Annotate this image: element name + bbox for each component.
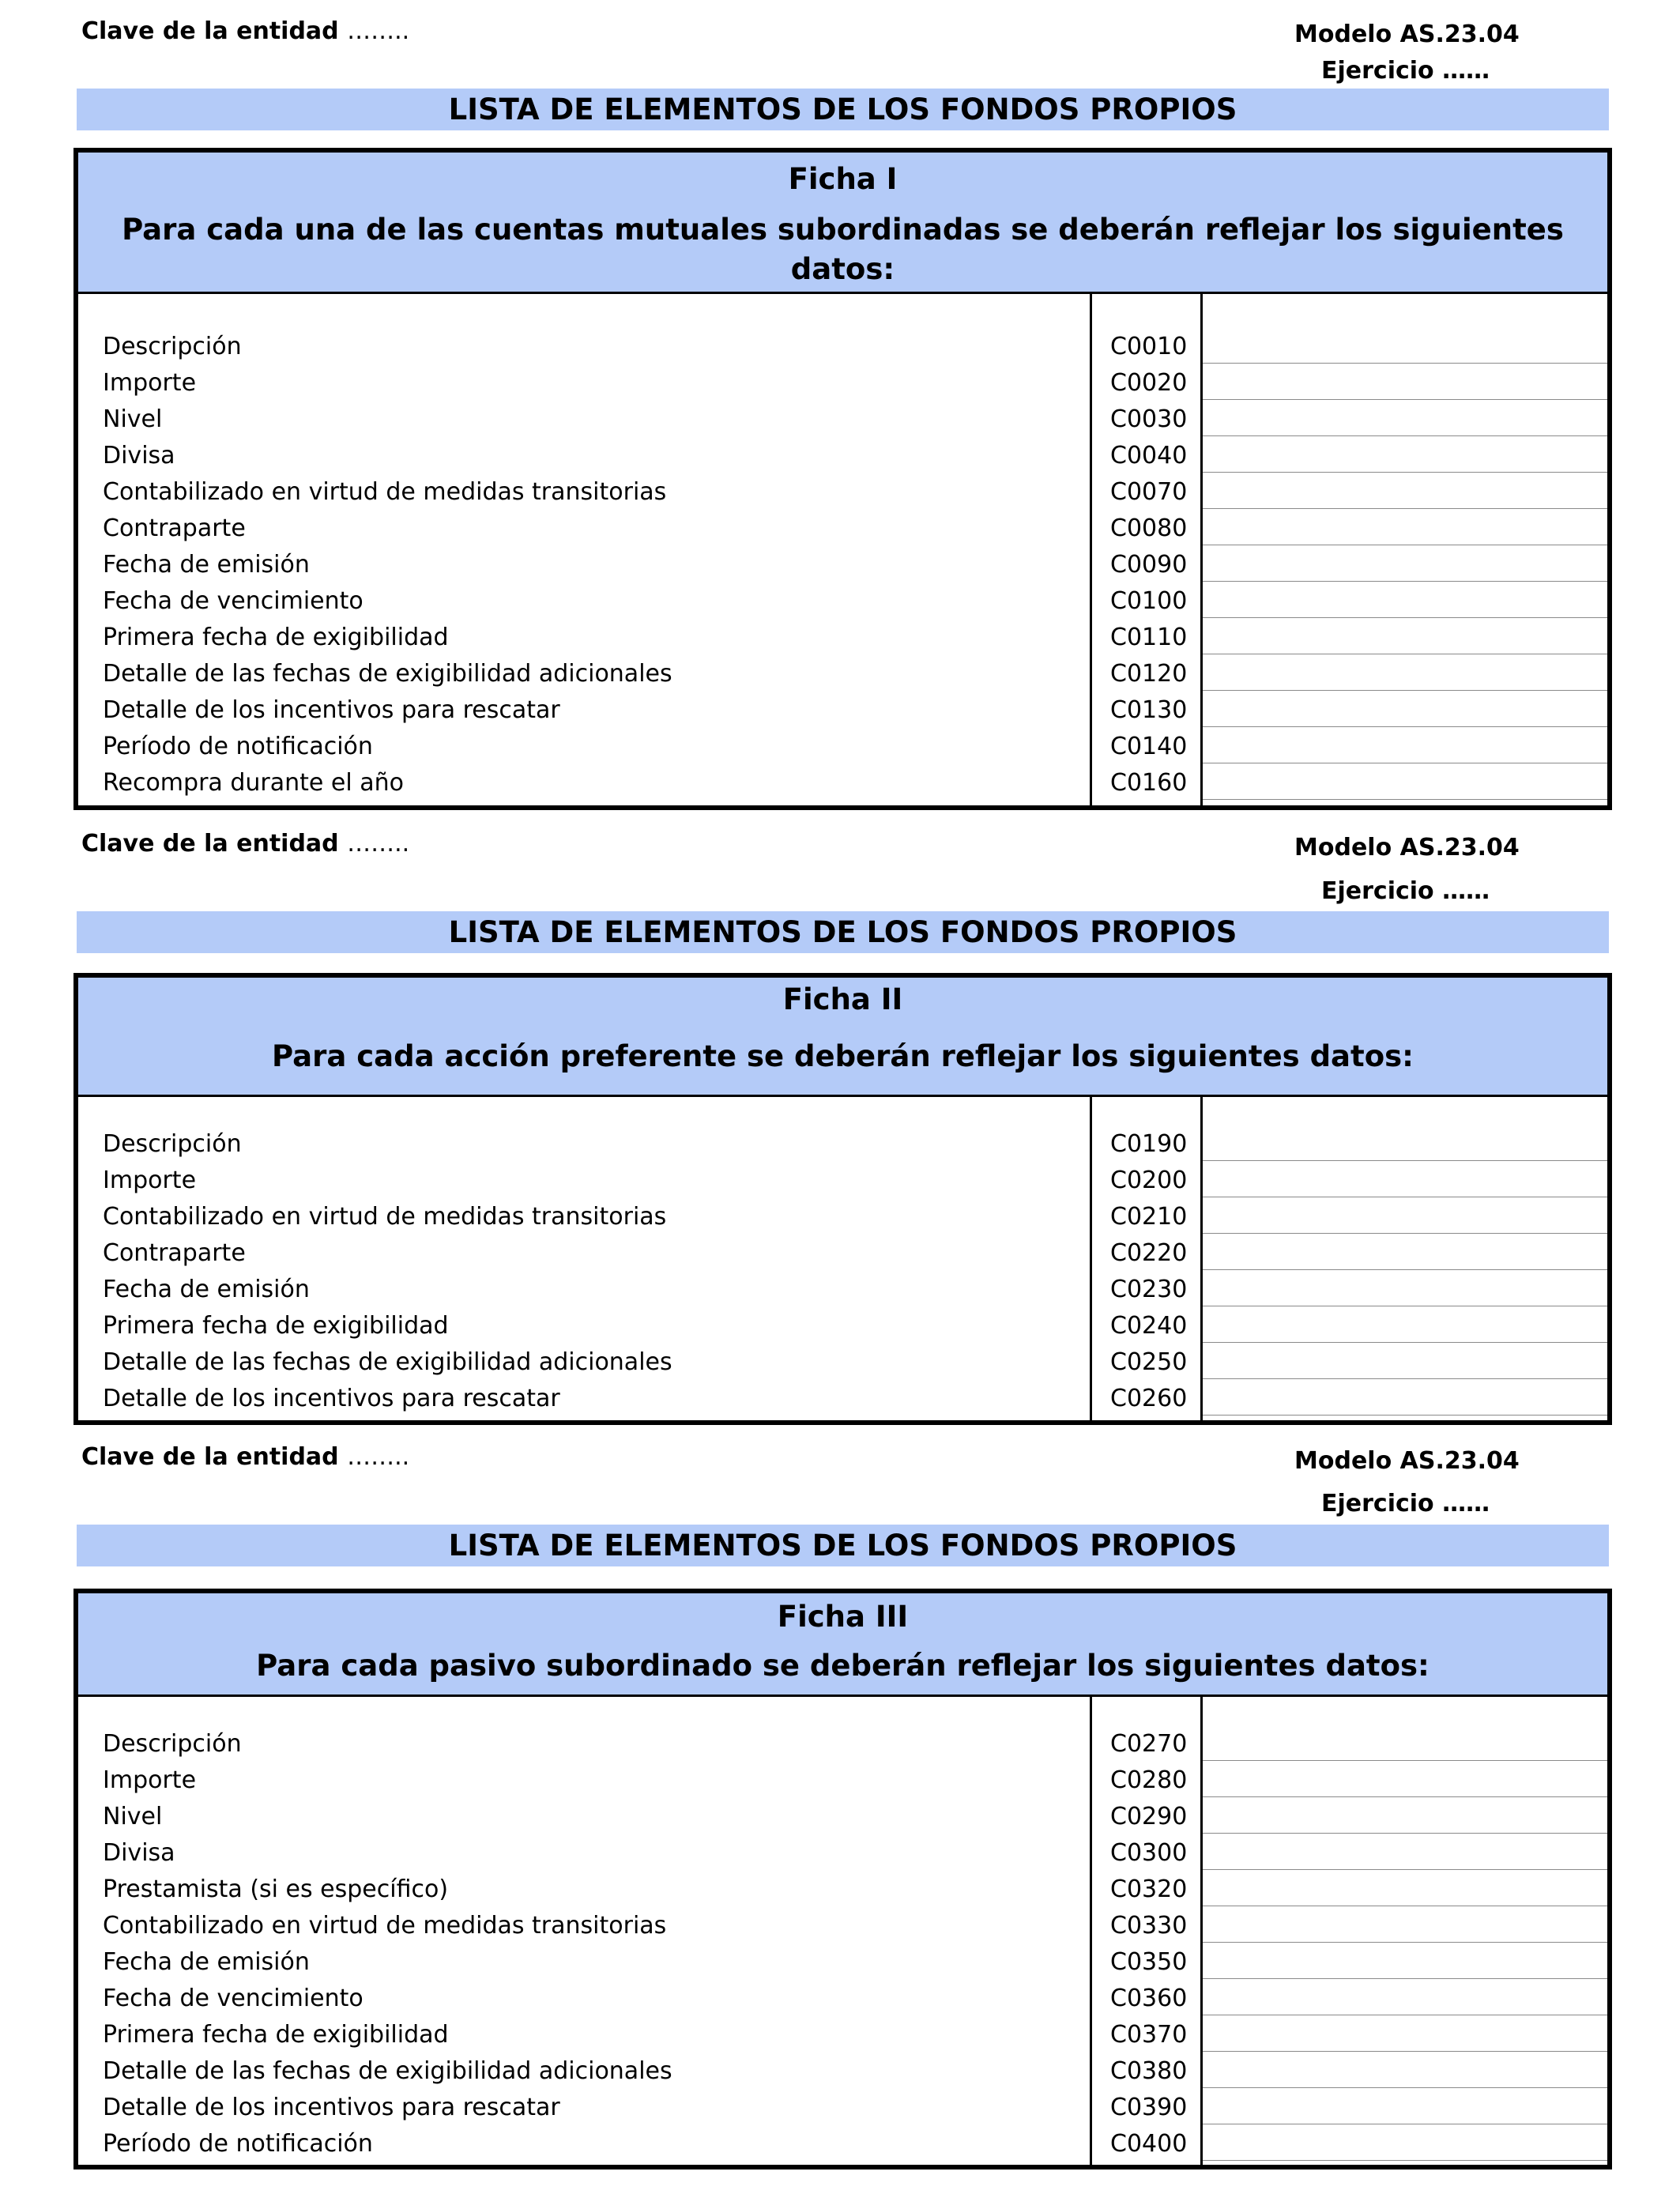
field-label: Descripción	[103, 1130, 242, 1158]
list-title-band: LISTA DE ELEMENTOS DE LOS FONDOS PROPIOS	[77, 89, 1609, 130]
field-code: C0200	[1110, 1167, 1188, 1194]
field-code: C0250	[1110, 1348, 1188, 1376]
value-cell[interactable]	[1203, 1725, 1607, 1761]
value-cell[interactable]	[1203, 582, 1607, 618]
table-row	[78, 1797, 1607, 1834]
ficha-header	[78, 153, 1607, 294]
table-row	[78, 1906, 1607, 1943]
field-code: C0020	[1110, 369, 1188, 397]
field-label: Detalle de las fechas de exigibilidad adicionales	[103, 660, 672, 688]
table-row	[78, 1834, 1607, 1870]
value-cell[interactable]	[1203, 1379, 1607, 1416]
field-code: C0270	[1110, 1730, 1188, 1758]
value-cell[interactable]	[1203, 327, 1607, 364]
ficha-box	[73, 148, 1612, 810]
field-code: C0030	[1110, 405, 1188, 433]
table-row	[78, 2015, 1607, 2052]
field-label: Período de notificación	[103, 733, 373, 760]
year-label: Ejercicio ……	[1321, 57, 1490, 85]
ficha-header	[78, 1593, 1607, 1697]
value-cell[interactable]	[1203, 473, 1607, 509]
field-label: Nivel	[103, 405, 163, 433]
value-cell[interactable]	[1203, 436, 1607, 473]
field-label: Fecha de vencimiento	[103, 1985, 363, 2012]
field-label: Descripción	[103, 1730, 242, 1758]
field-label: Primera fecha de exigibilidad	[103, 624, 449, 651]
value-cell[interactable]	[1203, 400, 1607, 436]
table-row	[78, 2052, 1607, 2088]
field-label: Recompra durante el año	[103, 769, 404, 797]
ficha-body	[78, 294, 1607, 805]
field-code: C0330	[1110, 1912, 1188, 1940]
field-code: C0320	[1110, 1875, 1188, 1903]
table-row	[78, 1870, 1607, 1906]
ficha-body	[78, 1697, 1607, 2165]
value-cell[interactable]	[1203, 545, 1607, 582]
field-code: C0360	[1110, 1985, 1188, 2012]
field-label: Fecha de emisión	[103, 551, 310, 579]
field-label: Prestamista (si es específico)	[103, 1875, 449, 1903]
table-row	[78, 763, 1607, 800]
value-cell[interactable]	[1203, 1306, 1607, 1343]
value-cell[interactable]	[1203, 1161, 1607, 1197]
table-row	[78, 1306, 1607, 1343]
value-cell[interactable]	[1203, 1343, 1607, 1379]
field-label: Contabilizado en virtud de medidas transitorias	[103, 1203, 667, 1231]
model-label: Modelo AS.23.04	[1294, 1447, 1520, 1475]
table-row	[78, 1270, 1607, 1306]
value-cell[interactable]	[1203, 654, 1607, 691]
table-row	[78, 364, 1607, 400]
ficha-box	[73, 973, 1612, 1425]
field-code: C0040	[1110, 442, 1188, 469]
table-row	[78, 327, 1607, 364]
field-code: C0380	[1110, 2057, 1188, 2085]
list-title-band: LISTA DE ELEMENTOS DE LOS FONDOS PROPIOS	[77, 911, 1609, 953]
value-cell[interactable]	[1203, 1234, 1607, 1270]
field-code: C0300	[1110, 1839, 1188, 1867]
field-label: Importe	[103, 1167, 197, 1194]
year-label: Ejercicio ……	[1321, 877, 1490, 905]
table-row	[78, 1379, 1607, 1416]
field-code: C0210	[1110, 1203, 1188, 1231]
value-cell[interactable]	[1203, 2088, 1607, 2124]
ficha-title: Ficha I	[788, 162, 898, 196]
field-label: Contraparte	[103, 515, 246, 542]
field-label: Detalle de las fechas de exigibilidad adicionales	[103, 2057, 672, 2085]
field-label: Fecha de emisión	[103, 1948, 310, 1976]
field-label: Período de notificación	[103, 2130, 373, 2158]
field-code: C0280	[1110, 1766, 1188, 1794]
value-cell[interactable]	[1203, 618, 1607, 654]
ficha-title: Ficha II	[782, 982, 903, 1016]
field-label: Divisa	[103, 442, 175, 469]
value-cell[interactable]	[1203, 2124, 1607, 2161]
field-label: Fecha de emisión	[103, 1276, 310, 1303]
model-label: Modelo AS.23.04	[1294, 834, 1520, 861]
table-row	[78, 473, 1607, 509]
field-code: C0290	[1110, 1803, 1188, 1830]
field-code: C0370	[1110, 2021, 1188, 2049]
ficha-subtitle: Para cada acción preferente se deberán reflejar los siguientes datos:	[272, 1039, 1414, 1073]
field-label: Detalle de los incentivos para rescatar	[103, 1385, 560, 1412]
field-code: C0120	[1110, 660, 1188, 688]
table-row	[78, 1979, 1607, 2015]
value-cell[interactable]	[1203, 727, 1607, 763]
table-row	[78, 2124, 1607, 2161]
field-label: Contabilizado en virtud de medidas transitorias	[103, 1912, 667, 1940]
table-row	[78, 1125, 1607, 1161]
field-label: Contabilizado en virtud de medidas transitorias	[103, 478, 667, 506]
ficha-subtitle: Para cada pasivo subordinado se deberán reflejar los siguientes datos:	[256, 1649, 1430, 1683]
field-code: C0010	[1110, 333, 1188, 360]
entity-key-label: Clave de la entidad ……..	[81, 830, 410, 858]
table-row	[78, 2088, 1607, 2124]
value-cell[interactable]	[1203, 691, 1607, 727]
field-code: C0350	[1110, 1948, 1188, 1976]
table-row	[78, 1161, 1607, 1197]
value-cell[interactable]	[1203, 1870, 1607, 1906]
field-code: C0110	[1110, 624, 1188, 651]
value-cell[interactable]	[1203, 1761, 1607, 1797]
table-row	[78, 509, 1607, 545]
value-cell[interactable]	[1203, 509, 1607, 545]
field-code: C0140	[1110, 733, 1188, 760]
table-row	[78, 1197, 1607, 1234]
table-row	[78, 1761, 1607, 1797]
table-row	[78, 1234, 1607, 1270]
field-code: C0070	[1110, 478, 1188, 506]
model-label: Modelo AS.23.04	[1294, 21, 1520, 48]
ficha-box	[73, 1589, 1612, 2169]
field-label: Descripción	[103, 333, 242, 360]
value-cell[interactable]	[1203, 1797, 1607, 1834]
field-label: Detalle de los incentivos para rescatar	[103, 696, 560, 724]
field-code: C0190	[1110, 1130, 1188, 1158]
table-row	[78, 654, 1607, 691]
field-code: C0080	[1110, 515, 1188, 542]
field-label: Detalle de los incentivos para rescatar	[103, 2094, 560, 2121]
value-cell[interactable]	[1203, 364, 1607, 400]
field-code: C0390	[1110, 2094, 1188, 2121]
value-cell[interactable]	[1203, 763, 1607, 800]
table-row	[78, 1943, 1607, 1979]
value-cell[interactable]	[1203, 1834, 1607, 1870]
field-label: Detalle de las fechas de exigibilidad adicionales	[103, 1348, 672, 1376]
table-row	[78, 400, 1607, 436]
year-label: Ejercicio ……	[1321, 1490, 1490, 1517]
field-label: Importe	[103, 1766, 197, 1794]
field-label: Fecha de vencimiento	[103, 587, 363, 615]
field-code: C0260	[1110, 1385, 1188, 1412]
entity-key-label: Clave de la entidad ……..	[81, 17, 410, 45]
ficha-header	[78, 978, 1607, 1097]
ficha-title: Ficha III	[777, 1600, 909, 1634]
list-title-band: LISTA DE ELEMENTOS DE LOS FONDOS PROPIOS	[77, 1525, 1609, 1566]
field-code: C0090	[1110, 551, 1188, 579]
field-label: Importe	[103, 369, 197, 397]
value-cell[interactable]	[1203, 1197, 1607, 1234]
table-row	[78, 582, 1607, 618]
table-row	[78, 727, 1607, 763]
field-code: C0240	[1110, 1312, 1188, 1340]
field-label: Divisa	[103, 1839, 175, 1867]
field-label: Primera fecha de exigibilidad	[103, 2021, 449, 2049]
value-cell[interactable]	[1203, 1943, 1607, 1979]
table-row	[78, 618, 1607, 654]
ficha-subtitle: Para cada una de las cuentas mutuales subordinadas se deberán reflejar los siguientes datos:	[122, 213, 1564, 286]
table-row	[78, 1725, 1607, 1761]
field-label: Contraparte	[103, 1239, 246, 1267]
field-code: C0100	[1110, 587, 1188, 615]
value-cell[interactable]	[1203, 2052, 1607, 2088]
value-cell[interactable]	[1203, 1906, 1607, 1943]
ficha-body	[78, 1097, 1607, 1420]
value-cell[interactable]	[1203, 1270, 1607, 1306]
table-row	[78, 436, 1607, 473]
entity-key-label: Clave de la entidad ……..	[81, 1443, 410, 1471]
table-row	[78, 691, 1607, 727]
field-code: C0130	[1110, 696, 1188, 724]
table-row	[78, 1343, 1607, 1379]
value-cell[interactable]	[1203, 2015, 1607, 2052]
field-code: C0160	[1110, 769, 1188, 797]
field-code: C0230	[1110, 1276, 1188, 1303]
field-code: C0220	[1110, 1239, 1188, 1267]
value-cell[interactable]	[1203, 1979, 1607, 2015]
table-row	[78, 545, 1607, 582]
field-label: Primera fecha de exigibilidad	[103, 1312, 449, 1340]
field-code: C0400	[1110, 2130, 1188, 2158]
field-label: Nivel	[103, 1803, 163, 1830]
value-cell[interactable]	[1203, 1125, 1607, 1161]
